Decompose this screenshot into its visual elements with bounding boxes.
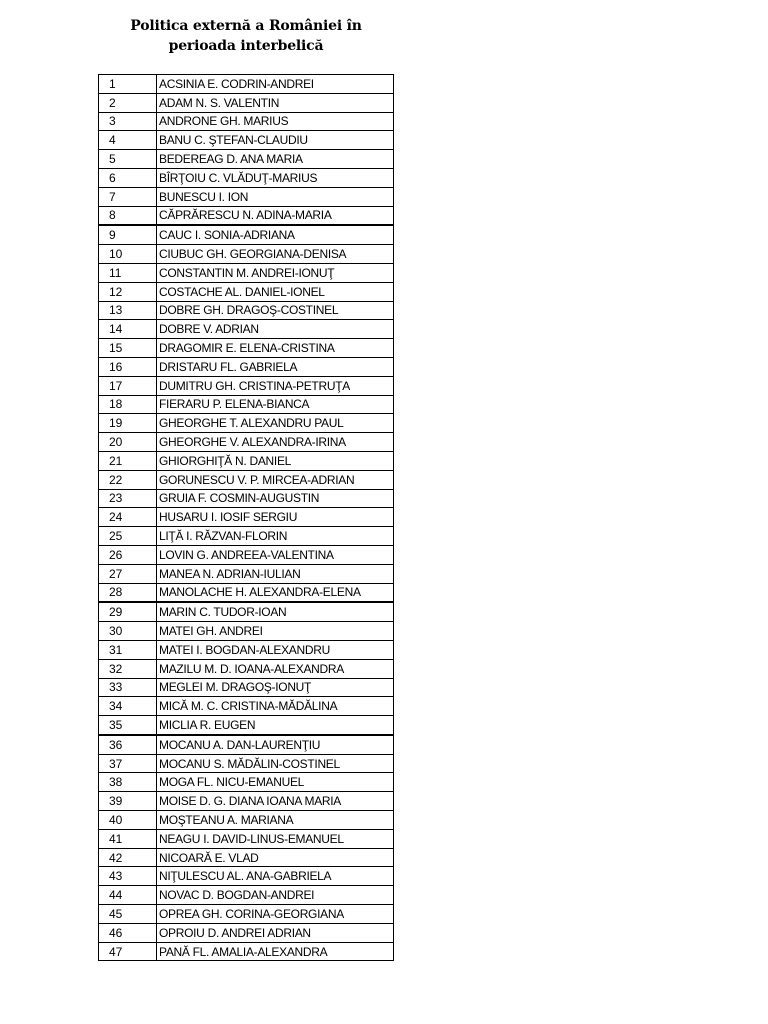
table-row (99, 301, 394, 320)
row-number: 43 (99, 867, 157, 886)
table-row (99, 564, 394, 583)
row-number: 11 (99, 263, 157, 282)
student-name: OPREA GH. CORINA-GEORGIANA (157, 905, 394, 924)
table-row (99, 150, 394, 169)
student-name: DRAGOMIR E. ELENA-CRISTINA (157, 339, 394, 358)
student-name: DOBRE V. ADRIAN (157, 320, 394, 339)
table-row (99, 773, 394, 792)
page-title: Politica externă a României în perioada interbelică (130, 18, 362, 54)
table-row (99, 811, 394, 830)
row-number: 41 (99, 829, 157, 848)
student-list-table (98, 74, 394, 961)
student-name: NICOARĂ E. VLAD (157, 848, 394, 867)
table-row (99, 206, 394, 225)
row-number: 23 (99, 489, 157, 508)
table-row (99, 282, 394, 301)
student-name: MANEA N. ADRIAN-IULIAN (157, 564, 394, 583)
student-name: DRISTARU FL. GABRIELA (157, 357, 394, 376)
row-number: 12 (99, 282, 157, 301)
table-row (99, 93, 394, 112)
student-name: MATEI I. BOGDAN-ALEXANDRU (157, 640, 394, 659)
table-row (99, 75, 394, 94)
row-number: 35 (99, 716, 157, 735)
table-row (99, 905, 394, 924)
student-name: BEDEREAG D. ANA MARIA (157, 150, 394, 169)
student-name: BUNESCU I. ION (157, 187, 394, 206)
student-name: MOŞTEANU A. MARIANA (157, 811, 394, 830)
row-number: 4 (99, 131, 157, 150)
table-row (99, 640, 394, 659)
table-row (99, 489, 394, 508)
row-number: 39 (99, 792, 157, 811)
row-number: 27 (99, 564, 157, 583)
row-number: 15 (99, 339, 157, 358)
row-number: 8 (99, 206, 157, 225)
table-row (99, 583, 394, 602)
student-name: ADAM N. S. VALENTIN (157, 93, 394, 112)
student-name: NEAGU I. DAVID-LINUS-EMANUEL (157, 829, 394, 848)
row-number: 36 (99, 735, 157, 754)
student-name: FIERARU P. ELENA-BIANCA (157, 395, 394, 414)
student-name: GORUNESCU V. P. MIRCEA-ADRIAN (157, 470, 394, 489)
table-row (99, 942, 394, 961)
row-number: 3 (99, 112, 157, 131)
student-name: DUMITRU GH. CRISTINA-PETRUŢA (157, 376, 394, 395)
table-row (99, 867, 394, 886)
table-row (99, 168, 394, 187)
table-row (99, 602, 394, 621)
table-row (99, 339, 394, 358)
row-number: 46 (99, 923, 157, 942)
row-number: 21 (99, 451, 157, 470)
student-name: OPROIU D. ANDREI ADRIAN (157, 923, 394, 942)
row-number: 47 (99, 942, 157, 961)
table-row (99, 527, 394, 546)
row-number: 10 (99, 245, 157, 264)
student-name: MATEI GH. ANDREI (157, 622, 394, 641)
row-number: 33 (99, 678, 157, 697)
row-number: 1 (99, 75, 157, 94)
row-number: 30 (99, 622, 157, 641)
student-name: LIŢĂ I. RĂZVAN-FLORIN (157, 527, 394, 546)
row-number: 5 (99, 150, 157, 169)
row-number: 17 (99, 376, 157, 395)
row-number: 40 (99, 811, 157, 830)
row-number: 19 (99, 414, 157, 433)
student-name: MICĂ M. C. CRISTINA-MĂDĂLINA (157, 697, 394, 716)
table-row (99, 792, 394, 811)
student-name: GHEORGHE V. ALEXANDRA-IRINA (157, 433, 394, 452)
row-number: 28 (99, 583, 157, 602)
student-name: DOBRE GH. DRAGOŞ-COSTINEL (157, 301, 394, 320)
table-row (99, 263, 394, 282)
table-row (99, 433, 394, 452)
student-name: BÎRŢOIU C. VLĂDUŢ-MARIUS (157, 168, 394, 187)
row-number: 16 (99, 357, 157, 376)
table-row (99, 716, 394, 735)
table-row (99, 886, 394, 905)
table-row (99, 357, 394, 376)
row-number: 32 (99, 659, 157, 678)
table-row (99, 754, 394, 773)
student-name: ACSINIA E. CODRIN-ANDREI (157, 75, 394, 94)
row-number: 6 (99, 168, 157, 187)
table-row (99, 245, 394, 264)
student-name: BANU C. ŞTEFAN-CLAUDIU (157, 131, 394, 150)
row-number: 29 (99, 602, 157, 621)
row-number: 20 (99, 433, 157, 452)
student-name: COSTACHE AL. DANIEL-IONEL (157, 282, 394, 301)
table-row (99, 376, 394, 395)
row-number: 24 (99, 508, 157, 527)
student-name: GHIORGHIŢĂ N. DANIEL (157, 451, 394, 470)
row-number: 37 (99, 754, 157, 773)
row-number: 26 (99, 545, 157, 564)
student-name: ANDRONE GH. MARIUS (157, 112, 394, 131)
row-number: 14 (99, 320, 157, 339)
student-name: NIŢULESCU AL. ANA-GABRIELA (157, 867, 394, 886)
table-row (99, 697, 394, 716)
row-number: 44 (99, 886, 157, 905)
row-number: 31 (99, 640, 157, 659)
table-row (99, 187, 394, 206)
row-number: 22 (99, 470, 157, 489)
row-number: 13 (99, 301, 157, 320)
table-row (99, 451, 394, 470)
student-name: HUSARU I. IOSIF SERGIU (157, 508, 394, 527)
row-number: 38 (99, 773, 157, 792)
student-name: MARIN C. TUDOR-IOAN (157, 602, 394, 621)
table-row (99, 829, 394, 848)
table-row (99, 225, 394, 244)
student-name: CIUBUC GH. GEORGIANA-DENISA (157, 245, 394, 264)
table-row (99, 508, 394, 527)
student-name: MOGA FL. NICU-EMANUEL (157, 773, 394, 792)
row-number: 45 (99, 905, 157, 924)
row-number: 34 (99, 697, 157, 716)
student-name: MANOLACHE H. ALEXANDRA-ELENA (157, 583, 394, 602)
student-name: MICLIA R. EUGEN (157, 716, 394, 735)
row-number: 2 (99, 93, 157, 112)
table-row (99, 414, 394, 433)
student-name: LOVIN G. ANDREEA-VALENTINA (157, 545, 394, 564)
student-name: GRUIA F. COSMIN-AUGUSTIN (157, 489, 394, 508)
table-row (99, 131, 394, 150)
table-row (99, 622, 394, 641)
row-number: 42 (99, 848, 157, 867)
table-row (99, 678, 394, 697)
table-row (99, 735, 394, 754)
table-row (99, 395, 394, 414)
student-name: PANĂ FL. AMALIA-ALEXANDRA (157, 942, 394, 961)
student-name: MAZILU M. D. IOANA-ALEXANDRA (157, 659, 394, 678)
student-name: MOCANU A. DAN-LAURENŢIU (157, 735, 394, 754)
table-row (99, 320, 394, 339)
student-list-body (99, 75, 394, 961)
table-row (99, 848, 394, 867)
student-name: MEGLEI M. DRAGOŞ-IONUŢ (157, 678, 394, 697)
student-name: CAUC I. SONIA-ADRIANA (157, 225, 394, 244)
student-name: CONSTANTIN M. ANDREI-IONUŢ (157, 263, 394, 282)
row-number: 25 (99, 527, 157, 546)
row-number: 18 (99, 395, 157, 414)
student-name: MOCANU S. MĂDĂLIN-COSTINEL (157, 754, 394, 773)
table-row (99, 659, 394, 678)
table-row (99, 112, 394, 131)
table-row (99, 923, 394, 942)
row-number: 9 (99, 225, 157, 244)
student-name: CĂPRĂRESCU N. ADINA-MARIA (157, 206, 394, 225)
table-row (99, 470, 394, 489)
row-number: 7 (99, 187, 157, 206)
student-name: GHEORGHE T. ALEXANDRU PAUL (157, 414, 394, 433)
student-name: MOISE D. G. DIANA IOANA MARIA (157, 792, 394, 811)
student-name: NOVAC D. BOGDAN-ANDREI (157, 886, 394, 905)
table-row (99, 545, 394, 564)
